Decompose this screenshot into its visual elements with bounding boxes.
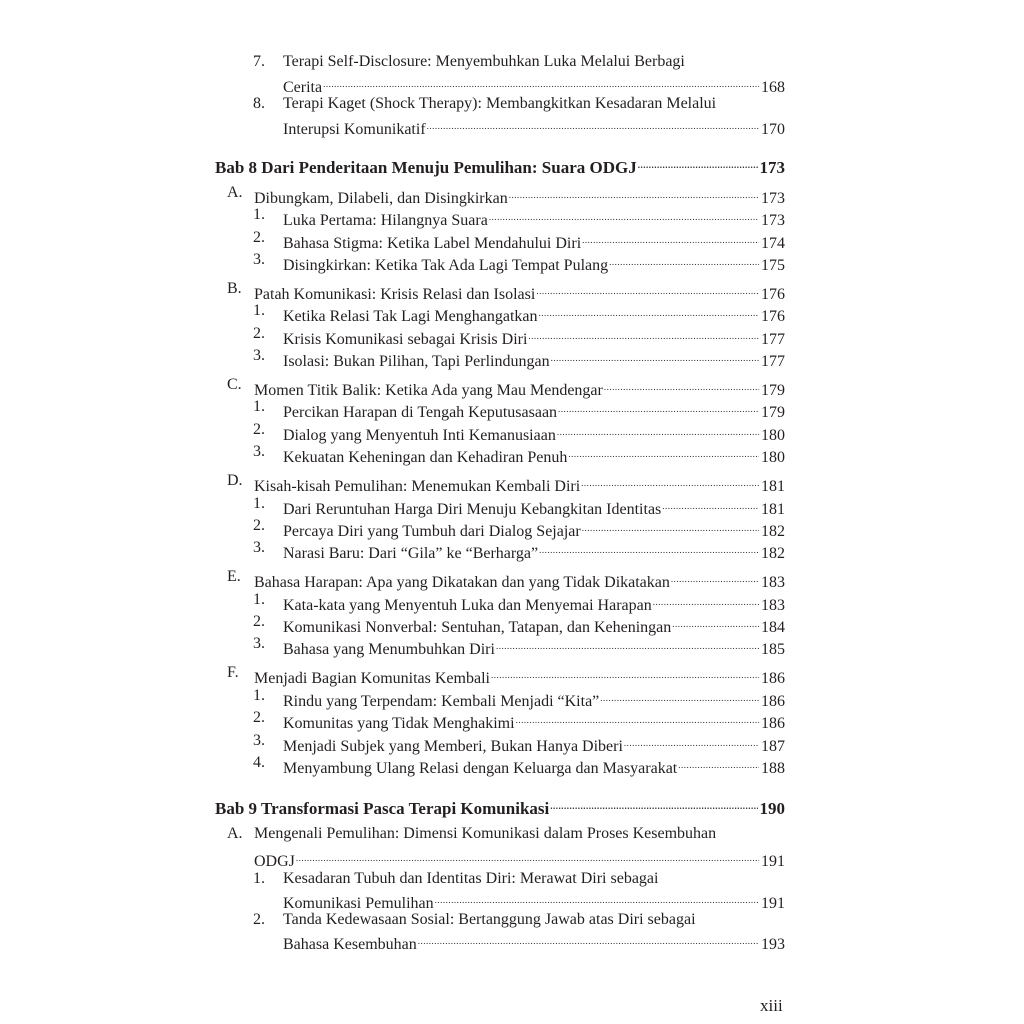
- page-number: 173: [759, 158, 785, 177]
- entry-number: 2.: [253, 911, 265, 928]
- entry-title: Kekuatan Keheningan dan Kehadiran Penuh: [283, 449, 568, 466]
- entry-number: 1.: [253, 398, 265, 415]
- page-number: 168: [761, 79, 785, 96]
- dot-leader: [678, 753, 759, 773]
- toc-entry-8d3[interactable]: [283, 538, 785, 564]
- section-title: Dibungkam, Dilabeli, dan Disingkirkan: [254, 190, 508, 207]
- dot-leader: [604, 375, 759, 395]
- dot-leader: [638, 153, 758, 173]
- page-number: 179: [761, 404, 785, 421]
- entry-title: Rindu yang Terpendam: Kembali Menjadi “Kita”: [283, 693, 600, 710]
- toc-entry-8c3[interactable]: [283, 442, 785, 468]
- page-number: 193: [761, 936, 785, 953]
- page-folio: xiii: [760, 996, 783, 1015]
- dot-leader: [557, 420, 759, 440]
- entry-title: Dari Reruntuhan Harga Diri Menuju Kebangkitan Identitas: [283, 501, 662, 518]
- entry-number: 3.: [253, 539, 265, 556]
- page-number: 175: [761, 257, 785, 274]
- entry-number: 2.: [253, 229, 265, 246]
- dot-leader: [296, 846, 759, 866]
- entry-number: 1.: [253, 302, 265, 319]
- entry-number: 1.: [253, 687, 265, 704]
- entry-number: 7.: [253, 53, 265, 70]
- page-number: 183: [761, 597, 785, 614]
- dot-leader: [536, 279, 759, 299]
- entry-number: 3.: [253, 251, 265, 268]
- page-number: 188: [761, 760, 785, 777]
- dot-leader: [496, 634, 759, 654]
- entry-title: Ketika Relasi Tak Lagi Menghangatkan: [283, 308, 538, 325]
- page-number: 176: [761, 286, 785, 303]
- entry-number: 4.: [253, 754, 265, 771]
- section-title: Bahasa Harapan: Apa yang Dikatakan dan yang Tidak Dikatakan: [254, 574, 670, 591]
- toc-entry-8a3[interactable]: [283, 250, 785, 276]
- page-number: 187: [761, 738, 785, 755]
- dot-leader: [653, 590, 759, 610]
- page-number: 183: [761, 574, 785, 591]
- entry-number: 3.: [253, 732, 265, 749]
- dot-leader: [435, 888, 759, 908]
- entry-title: Bahasa Stigma: Ketika Label Mendahului Diri: [283, 235, 582, 252]
- dot-leader: [624, 731, 759, 751]
- dot-leader: [568, 442, 759, 462]
- toc-entry-8b3[interactable]: [283, 346, 785, 372]
- entry-title: Kata-kata yang Menyentuh Luka dan Menyemai Harapan: [283, 597, 652, 614]
- entry-title: Dialog yang Menyentuh Inti Kemanusiaan: [283, 427, 556, 444]
- entry-title-line2: Komunikasi Pemulihan: [283, 895, 434, 912]
- entry-title: Luka Pertama: Hilangnya Suara: [283, 212, 488, 229]
- section-title-line2: ODGJ: [254, 853, 295, 870]
- dot-leader: [418, 929, 759, 949]
- page-number: 176: [761, 308, 785, 325]
- page-number: 186: [761, 693, 785, 710]
- section-letter: A.: [227, 184, 243, 201]
- dot-leader: [427, 114, 759, 134]
- dot-leader: [558, 397, 759, 417]
- page-number: 186: [761, 715, 785, 732]
- page-number: 173: [761, 190, 785, 207]
- dot-leader: [582, 228, 759, 248]
- toc-chapter-9[interactable]: [215, 794, 785, 819]
- dot-leader: [491, 663, 759, 683]
- entry-title: Bahasa yang Menumbuhkan Diri: [283, 641, 495, 658]
- entry-title: Percaya Diri yang Tumbuh dari Dialog Sejajar: [283, 523, 581, 540]
- section-title: Patah Komunikasi: Krisis Relasi dan Isolasi: [254, 286, 536, 303]
- entry-number: 2.: [253, 517, 265, 534]
- entry-title-line2: Cerita: [283, 79, 323, 96]
- dot-leader: [539, 301, 759, 321]
- entry-title: Isolasi: Bukan Pilihan, Tapi Perlindungan: [283, 353, 550, 370]
- dot-leader: [528, 324, 759, 344]
- entry-title: Krisis Komunikasi sebagai Krisis Diri: [283, 331, 528, 348]
- dot-leader: [509, 183, 759, 203]
- page-number: 184: [761, 619, 785, 636]
- section-title: Kisah-kisah Pemulihan: Menemukan Kembali Diri: [254, 478, 581, 495]
- page-number: 182: [761, 545, 785, 562]
- dot-leader: [600, 686, 759, 706]
- page-number: 185: [761, 641, 785, 658]
- toc-entry-8e3[interactable]: [283, 634, 785, 660]
- dot-leader: [323, 72, 759, 92]
- page-number: 174: [761, 235, 785, 252]
- chapter-title: Bab 9 Transformasi Pasca Terapi Komunikasi: [215, 799, 550, 818]
- section-title: Menjadi Bagian Komunitas Kembali: [254, 670, 490, 687]
- page-number: 173: [761, 212, 785, 229]
- dot-leader: [516, 708, 759, 728]
- page-number: 180: [761, 449, 785, 466]
- section-letter: A.: [227, 825, 243, 842]
- page-number: 179: [761, 382, 785, 399]
- section-title: Momen Titik Balik: Ketika Ada yang Mau Mendengar: [254, 382, 603, 399]
- entry-title: Menjadi Subjek yang Memberi, Bukan Hanya Diberi: [283, 738, 623, 755]
- entry-number: 2.: [253, 613, 265, 630]
- section-letter: E.: [227, 568, 241, 585]
- entry-title-line1: Terapi Kaget (Shock Therapy): Membangkitkan Kesadaran Melalui: [283, 95, 717, 112]
- dot-leader: [539, 538, 759, 558]
- entry-number: 3.: [253, 347, 265, 364]
- section-letter: D.: [227, 472, 243, 489]
- entry-number: 2.: [253, 709, 265, 726]
- dot-leader: [672, 612, 759, 632]
- entry-title: Percikan Harapan di Tengah Keputusasaan: [283, 404, 558, 421]
- entry-title: Menyambung Ulang Relasi dengan Keluarga dan Masyarakat: [283, 760, 678, 777]
- page-number: 177: [761, 331, 785, 348]
- entry-number: 3.: [253, 635, 265, 652]
- entry-number: 2.: [253, 421, 265, 438]
- page-number: 186: [761, 670, 785, 687]
- entry-title: Narasi Baru: Dari “Gila” ke “Berharga”: [283, 545, 539, 562]
- entry-number: 1.: [253, 591, 265, 608]
- section-letter: F.: [227, 664, 239, 681]
- page-number: 170: [761, 121, 785, 138]
- entry-title-line1: Tanda Kedewasaan Sosial: Bertanggung Jawab atas Diri sebagai: [283, 911, 696, 928]
- toc-entry-8f4[interactable]: [283, 753, 785, 779]
- dot-leader: [671, 567, 759, 587]
- dot-leader: [662, 494, 759, 514]
- dot-leader: [582, 516, 759, 536]
- page-number: 191: [761, 895, 785, 912]
- page-number: 177: [761, 353, 785, 370]
- entry-title-line1: Kesadaran Tubuh dan Identitas Diri: Merawat Diri sebagai: [283, 870, 659, 887]
- section-title-line1: Mengenali Pemulihan: Dimensi Komunikasi dalam Proses Kesembuhan: [254, 825, 717, 842]
- entry-title-line1: Terapi Self-Disclosure: Menyembuhkan Luka Melalui Berbagi: [283, 53, 685, 70]
- section-letter: B.: [227, 280, 242, 297]
- dot-leader: [550, 794, 757, 814]
- toc-chapter-8[interactable]: [215, 153, 785, 178]
- page-number: 181: [761, 501, 785, 518]
- entry-number: 2.: [253, 325, 265, 342]
- dot-leader: [489, 205, 759, 225]
- entry-number: 8.: [253, 95, 265, 112]
- dot-leader: [609, 250, 759, 270]
- entry-title: Komunikasi Nonverbal: Sentuhan, Tatapan, dan Keheningan: [283, 619, 672, 636]
- chapter-title: Bab 8 Dari Penderitaan Menuju Pemulihan: Suara ODGJ: [215, 158, 637, 177]
- entry-title: Disingkirkan: Ketika Tak Ada Lagi Tempat Pulang: [283, 257, 609, 274]
- page-number: 190: [759, 799, 785, 818]
- dot-leader: [551, 346, 759, 366]
- entry-number: 1.: [253, 870, 265, 887]
- entry-title-line2: Bahasa Kesembuhan: [283, 936, 417, 953]
- page-number: 182: [761, 523, 785, 540]
- entry-title-line2: Interupsi Komunikatif: [283, 121, 426, 138]
- section-letter: C.: [227, 376, 242, 393]
- page-number: 181: [761, 478, 785, 495]
- page-number: 180: [761, 427, 785, 444]
- entry-number: 3.: [253, 443, 265, 460]
- entry-title: Komunitas yang Tidak Menghakimi: [283, 715, 515, 732]
- page-number: 191: [761, 853, 785, 870]
- entry-number: 1.: [253, 495, 265, 512]
- dot-leader: [581, 471, 759, 491]
- entry-number: 1.: [253, 206, 265, 223]
